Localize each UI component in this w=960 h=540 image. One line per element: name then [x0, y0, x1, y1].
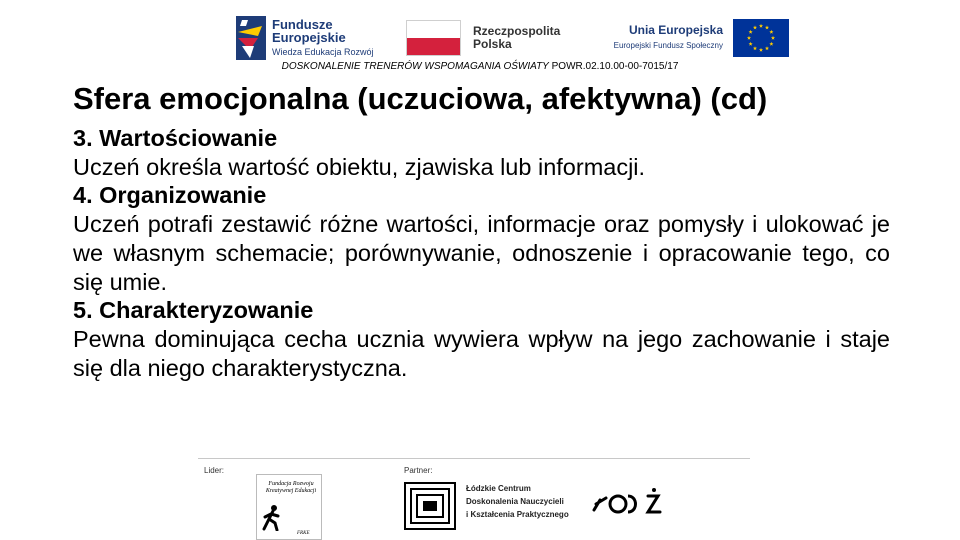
project-code: POWR.02.10.00-00-7015/17: [548, 61, 679, 72]
rp-line-1: Rzeczpospolita: [473, 24, 561, 38]
heading-organizing: 4. Organizowanie: [73, 182, 267, 209]
fundusze-europejskie-logo-icon: [236, 16, 266, 60]
partners-banner: [198, 456, 750, 540]
ldn-partner-logo-icon: [404, 482, 456, 530]
fe-line-3: Wiedza Edukacja Rozwój: [272, 47, 374, 57]
eu-flag-icon: [733, 19, 789, 57]
polish-flag-icon: [406, 20, 461, 56]
slide-title: Sfera emocjonalna (uczuciowa, afektywna) (cd): [73, 81, 768, 116]
rzeczpospolita-wordmark: [473, 25, 560, 51]
slide-body: [73, 124, 890, 382]
eu-wordmark: [603, 24, 723, 51]
project-reference: [0, 61, 960, 73]
lider-name: Fundacja Rozwoju Kreatywnej Edukacji: [265, 481, 317, 494]
lider-label: Lider:: [204, 466, 225, 475]
lider-logo: [256, 474, 322, 540]
heading-valuing: 3. Wartościowanie: [73, 125, 278, 151]
divider: [198, 458, 750, 459]
paragraph-organizing: Uczeń potrafi zestawić różne wartości, informacje oraz pomysły i ulokować je we własnym schemacie; porównywanie, odnoszenie i opracowanie tego, co się umie.: [73, 211, 890, 295]
partner-line-1: Łódzkie Centrum: [466, 484, 531, 493]
paragraph-characterizing: Pewna dominująca cecha ucznia wywiera wpływ na jego zachowanie i staje się dla niego charakterystyczna.: [73, 325, 890, 381]
partner-name: [466, 482, 569, 521]
lodz-city-logo-icon: [592, 486, 668, 520]
heading-characterizing: 5. Charakteryzowanie: [73, 297, 314, 324]
ue-line-2: Europejski Fundusz Społeczny: [613, 41, 723, 50]
paragraph-valuing: Uczeń określa wartość obiektu, zjawiska lub informacji.: [73, 153, 646, 180]
ue-line-1: Unia Europejska: [628, 23, 723, 37]
partner-label: Partner:: [404, 466, 433, 475]
partner-line-2: Doskonalenia Nauczycieli: [466, 497, 564, 506]
logo-banner: [232, 12, 792, 62]
fe-line-2: Europejskie: [272, 30, 346, 45]
fe-line-1: Fundusze: [272, 17, 333, 32]
rp-line-2: Polska: [473, 37, 512, 51]
project-name: DOSKONALENIE TRENERÓW WSPOMAGANIA OŚWIATY: [281, 61, 549, 72]
walking-figure-icon: [261, 505, 283, 531]
partner-line-3: i Kształcenia Praktycznego: [466, 510, 569, 519]
fundusze-europejskie-wordmark: [272, 18, 374, 58]
lider-signature: FRKE: [297, 531, 310, 536]
